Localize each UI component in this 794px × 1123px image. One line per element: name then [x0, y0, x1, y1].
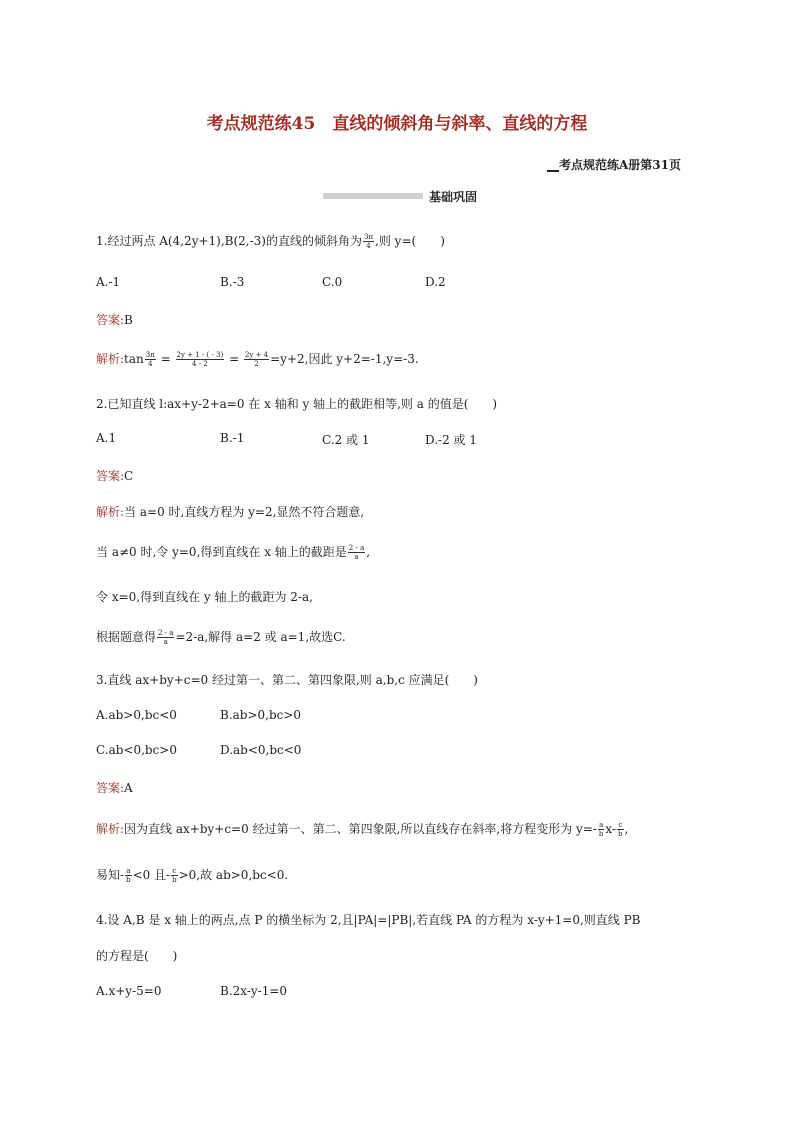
question-4-option-b: B.2x-y-1=0: [220, 984, 288, 998]
section-heading: 基础巩固: [429, 190, 478, 204]
question-1-answer: 答案:B: [96, 313, 133, 327]
question-3-option-a: A.ab>0,bc<0: [96, 708, 177, 722]
question-2-solution-line-4: 根据题意得 $\frac{2 - a}{a}$ =2-a,解得 a=2 或 a=1,故选C.: [96, 629, 346, 646]
question-2-option-d: D.-2 或 1: [425, 433, 477, 447]
question-2-stem: 2.已知直线 l:ax+y-2+a=0 在 x 轴和 y 轴上的截距相等,则 a 的值是( ): [96, 397, 498, 411]
question-2-option-a: A.1: [96, 431, 117, 445]
question-1-stem: 1.经过两点 A(4,2y+1),B(2,-3)的直线的倾斜角为 $\frac{3\pi}{4}$ ,则 y=( ): [96, 233, 445, 250]
fraction: $\frac{3\pi}{4}$: [363, 233, 374, 250]
section-bar: [323, 193, 423, 199]
question-3-stem: 3.直线 ax+by+c=0 经过第一、第二、第四象限,则 a,b,c 应满足( ): [96, 673, 478, 687]
question-1-option-d: D.2: [425, 275, 446, 289]
question-3-option-b: B.ab>0,bc>0: [220, 708, 302, 722]
question-3-answer: 答案:A: [96, 781, 133, 795]
question-4-stem-line-1: 4.设 A,B 是 x 轴上的两点,点 P 的横坐标为 2,且|PA|=|PB|,若直线 PA 的方程为 x-y+1=0,则直线 PB: [96, 913, 641, 927]
question-2-option-b: B.-1: [220, 431, 245, 445]
question-3-option-d: D.ab<0,bc<0: [220, 743, 302, 757]
question-2-answer: 答案:C: [96, 469, 134, 483]
question-1-option-b: B.-3: [220, 275, 245, 289]
question-4-stem-line-2: 的方程是( ): [96, 949, 178, 963]
question-4-option-a: A.x+y-5=0: [96, 984, 162, 998]
question-2-solution-line-3: 令 x=0,得到直线在 y 轴上的截距为 2-a,: [96, 590, 313, 604]
question-1-option-a: A.-1: [96, 275, 121, 289]
question-3-solution-line-1: 解析:因为直线 ax+by+c=0 经过第一、第二、第四象限,所以直线存在斜率,将方程变形为 y=- $\frac{a}{b}$ x- $\frac{c}{b}$ ,: [96, 821, 629, 838]
question-2-solution-line-2: 当 a≠0 时,令 y=0,得到直线在 x 轴上的截距是 $\frac{2 - a}{a}$ ,: [96, 544, 371, 561]
question-3-solution-line-2: 易知- $\frac{a}{b}$ <0 且- $\frac{c}{b}$ >0,故 ab>0,bc<0.: [96, 867, 289, 884]
page-title: 考点规范练45 直线的倾斜角与斜率、直线的方程: [206, 114, 588, 134]
question-3-option-c: C.ab<0,bc>0: [96, 743, 177, 757]
question-1-option-c: C.0: [322, 275, 343, 289]
book-page-reference: __考点规范练A册第31页: [546, 158, 681, 172]
question-1-solution: 解析:tan $\frac{3\pi}{4}$ = $\frac{2y + 1 - ( - 3)}{4 - 2}$ = $\frac{2y + 4}{2}$ =y+2,因此 y+2=-1,y=-3.: [96, 351, 419, 368]
question-2-solution-line-1: 解析:当 a=0 时,直线方程为 y=2,显然不符合题意,: [96, 505, 365, 519]
question-2-option-c: C.2 或 1: [322, 433, 370, 447]
